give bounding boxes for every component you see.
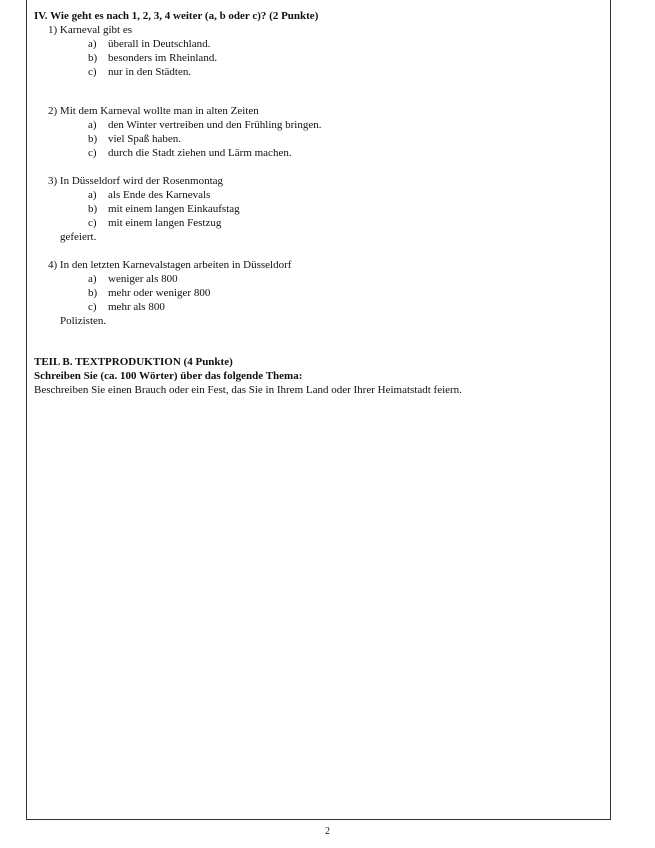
question-3-tail: gefeiert. (60, 231, 97, 243)
teil-b-topic: Beschreiben Sie einen Brauch oder ein Fest, das Sie in Ihrem Land oder Ihrer Heimatstadt feiern. (34, 384, 462, 396)
question-3-option-b: b) mit einem langen Einkaufstag (88, 203, 240, 215)
question-3-option-a: a) als Ende des Karnevals (88, 189, 211, 201)
question-4-option-a: a) weniger als 800 (88, 273, 178, 285)
teil-b-heading: TEIL B. TEXTPRODUKTION (4 Punkte) (34, 356, 233, 368)
question-1-stem: 1) Karneval gibt es (48, 24, 132, 36)
question-4-tail: Polizisten. (60, 315, 107, 327)
question-1-option-a: a) überall in Deutschland. (88, 38, 211, 50)
question-4-option-c: c) mehr als 800 (88, 301, 165, 313)
teil-b-instruction: Schreiben Sie (ca. 100 Wörter) über das folgende Thema: (34, 370, 303, 382)
question-4-stem: 4) In den letzten Karnevalstagen arbeiten in Düsseldorf (48, 259, 292, 271)
section-iv-heading: IV. Wie geht es nach 1, 2, 3, 4 weiter (a, b oder c)? (2 Punkte) (34, 10, 319, 22)
question-1-option-c: c) nur in den Städten. (88, 66, 192, 78)
page-number: 2 (325, 826, 330, 837)
question-2-option-b: b) viel Spaß haben. (88, 133, 182, 145)
question-3-option-c: c) mit einem langen Festzug (88, 217, 222, 229)
question-4-option-b: b) mehr oder weniger 800 (88, 287, 211, 299)
question-2-option-a: a) den Winter vertreiben und den Frühling bringen. (88, 119, 322, 131)
question-1-option-b: b) besonders im Rheinland. (88, 52, 218, 64)
question-2-stem: 2) Mit dem Karneval wollte man in alten Zeiten (48, 105, 259, 117)
question-3-stem: 3) In Düsseldorf wird der Rosenmontag (48, 175, 224, 187)
question-2-option-c: c) durch die Stadt ziehen und Lärm machen. (88, 147, 292, 159)
